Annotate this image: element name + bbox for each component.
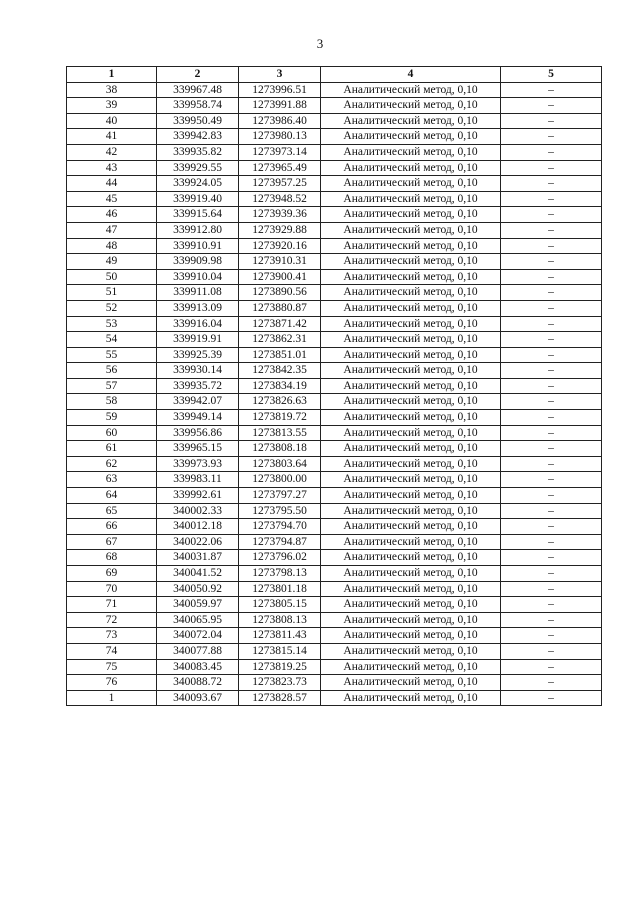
table-row <box>67 332 602 348</box>
point-number-cell: 55 <box>67 347 157 363</box>
y-coordinate-cell: 1273826.63 <box>239 394 321 410</box>
point-number-cell: 46 <box>67 207 157 223</box>
table-header-row <box>67 67 602 83</box>
x-coordinate-cell: 339915.64 <box>157 207 239 223</box>
table-row <box>67 363 602 379</box>
x-coordinate-cell: 339992.61 <box>157 488 239 504</box>
point-number-cell: 42 <box>67 144 157 160</box>
point-number-cell: 40 <box>67 113 157 129</box>
note-cell: – <box>501 378 602 394</box>
x-coordinate-cell: 340088.72 <box>157 675 239 691</box>
method-cell: Аналитический метод, 0,10 <box>321 550 501 566</box>
table-row <box>67 597 602 613</box>
note-cell: – <box>501 176 602 192</box>
table-row <box>67 628 602 644</box>
method-cell: Аналитический метод, 0,10 <box>321 269 501 285</box>
y-coordinate-cell: 1273834.19 <box>239 378 321 394</box>
method-cell: Аналитический метод, 0,10 <box>321 643 501 659</box>
note-cell: – <box>501 566 602 582</box>
table-row <box>67 612 602 628</box>
note-cell: – <box>501 425 602 441</box>
y-coordinate-cell: 1273910.31 <box>239 254 321 270</box>
point-number-cell: 47 <box>67 222 157 238</box>
y-coordinate-cell: 1273939.36 <box>239 207 321 223</box>
point-number-cell: 60 <box>67 425 157 441</box>
method-cell: Аналитический метод, 0,10 <box>321 394 501 410</box>
method-cell: Аналитический метод, 0,10 <box>321 488 501 504</box>
table-row <box>67 238 602 254</box>
method-cell: Аналитический метод, 0,10 <box>321 690 501 706</box>
method-cell: Аналитический метод, 0,10 <box>321 581 501 597</box>
note-cell: – <box>501 316 602 332</box>
x-coordinate-cell: 340093.67 <box>157 690 239 706</box>
y-coordinate-cell: 1273819.72 <box>239 410 321 426</box>
note-cell: – <box>501 456 602 472</box>
method-cell: Аналитический метод, 0,10 <box>321 222 501 238</box>
point-number-cell: 75 <box>67 659 157 675</box>
x-coordinate-cell: 339910.91 <box>157 238 239 254</box>
x-coordinate-cell: 339925.39 <box>157 347 239 363</box>
point-number-cell: 1 <box>67 690 157 706</box>
point-number-cell: 67 <box>67 534 157 550</box>
table-body <box>67 82 602 706</box>
x-coordinate-cell: 339935.82 <box>157 144 239 160</box>
x-coordinate-cell: 340083.45 <box>157 659 239 675</box>
table-row <box>67 534 602 550</box>
table-row <box>67 503 602 519</box>
y-coordinate-cell: 1273808.18 <box>239 441 321 457</box>
y-coordinate-cell: 1273871.42 <box>239 316 321 332</box>
y-coordinate-cell: 1273986.40 <box>239 113 321 129</box>
method-cell: Аналитический метод, 0,10 <box>321 207 501 223</box>
table-row <box>67 643 602 659</box>
point-number-cell: 62 <box>67 456 157 472</box>
method-cell: Аналитический метод, 0,10 <box>321 238 501 254</box>
table-row <box>67 581 602 597</box>
x-coordinate-cell: 339935.72 <box>157 378 239 394</box>
x-coordinate-cell: 340077.88 <box>157 643 239 659</box>
note-cell: – <box>501 332 602 348</box>
x-coordinate-cell: 339924.05 <box>157 176 239 192</box>
y-coordinate-cell: 1273842.35 <box>239 363 321 379</box>
point-number-cell: 63 <box>67 472 157 488</box>
column-header: 5 <box>501 67 602 83</box>
point-number-cell: 70 <box>67 581 157 597</box>
note-cell: – <box>501 628 602 644</box>
x-coordinate-cell: 340012.18 <box>157 519 239 535</box>
table-row <box>67 144 602 160</box>
table-row <box>67 176 602 192</box>
x-coordinate-cell: 340022.06 <box>157 534 239 550</box>
table-row <box>67 675 602 691</box>
x-coordinate-cell: 339958.74 <box>157 98 239 114</box>
y-coordinate-cell: 1273794.70 <box>239 519 321 535</box>
x-coordinate-cell: 339916.04 <box>157 316 239 332</box>
y-coordinate-cell: 1273948.52 <box>239 191 321 207</box>
note-cell: – <box>501 98 602 114</box>
table-row <box>67 285 602 301</box>
method-cell: Аналитический метод, 0,10 <box>321 300 501 316</box>
y-coordinate-cell: 1273813.55 <box>239 425 321 441</box>
point-number-cell: 39 <box>67 98 157 114</box>
method-cell: Аналитический метод, 0,10 <box>321 503 501 519</box>
table-row <box>67 347 602 363</box>
point-number-cell: 50 <box>67 269 157 285</box>
y-coordinate-cell: 1273929.88 <box>239 222 321 238</box>
y-coordinate-cell: 1273819.25 <box>239 659 321 675</box>
column-header: 4 <box>321 67 501 83</box>
note-cell: – <box>501 285 602 301</box>
note-cell: – <box>501 254 602 270</box>
table-row <box>67 160 602 176</box>
table-row <box>67 690 602 706</box>
point-number-cell: 71 <box>67 597 157 613</box>
method-cell: Аналитический метод, 0,10 <box>321 363 501 379</box>
note-cell: – <box>501 519 602 535</box>
y-coordinate-cell: 1273973.14 <box>239 144 321 160</box>
y-coordinate-cell: 1273920.16 <box>239 238 321 254</box>
method-cell: Аналитический метод, 0,10 <box>321 332 501 348</box>
method-cell: Аналитический метод, 0,10 <box>321 113 501 129</box>
x-coordinate-cell: 339983.11 <box>157 472 239 488</box>
method-cell: Аналитический метод, 0,10 <box>321 410 501 426</box>
point-number-cell: 68 <box>67 550 157 566</box>
x-coordinate-cell: 339919.40 <box>157 191 239 207</box>
method-cell: Аналитический метод, 0,10 <box>321 347 501 363</box>
y-coordinate-cell: 1273797.27 <box>239 488 321 504</box>
table-row <box>67 316 602 332</box>
y-coordinate-cell: 1273796.02 <box>239 550 321 566</box>
note-cell: – <box>501 363 602 379</box>
y-coordinate-cell: 1273890.56 <box>239 285 321 301</box>
note-cell: – <box>501 503 602 519</box>
table-row <box>67 394 602 410</box>
point-number-cell: 72 <box>67 612 157 628</box>
table-row <box>67 300 602 316</box>
y-coordinate-cell: 1273803.64 <box>239 456 321 472</box>
point-number-cell: 69 <box>67 566 157 582</box>
method-cell: Аналитический метод, 0,10 <box>321 254 501 270</box>
point-number-cell: 64 <box>67 488 157 504</box>
note-cell: – <box>501 659 602 675</box>
table-row <box>67 488 602 504</box>
point-number-cell: 45 <box>67 191 157 207</box>
note-cell: – <box>501 597 602 613</box>
note-cell: – <box>501 534 602 550</box>
note-cell: – <box>501 238 602 254</box>
method-cell: Аналитический метод, 0,10 <box>321 628 501 644</box>
x-coordinate-cell: 340031.87 <box>157 550 239 566</box>
column-header: 2 <box>157 67 239 83</box>
x-coordinate-cell: 339913.09 <box>157 300 239 316</box>
method-cell: Аналитический метод, 0,10 <box>321 472 501 488</box>
y-coordinate-cell: 1273991.88 <box>239 98 321 114</box>
table-row <box>67 550 602 566</box>
method-cell: Аналитический метод, 0,10 <box>321 597 501 613</box>
point-number-cell: 61 <box>67 441 157 457</box>
table-row <box>67 378 602 394</box>
x-coordinate-cell: 340041.52 <box>157 566 239 582</box>
x-coordinate-cell: 339965.15 <box>157 441 239 457</box>
note-cell: – <box>501 191 602 207</box>
x-coordinate-cell: 340050.92 <box>157 581 239 597</box>
table-row <box>67 425 602 441</box>
note-cell: – <box>501 144 602 160</box>
method-cell: Аналитический метод, 0,10 <box>321 456 501 472</box>
method-cell: Аналитический метод, 0,10 <box>321 441 501 457</box>
table-row <box>67 113 602 129</box>
point-number-cell: 53 <box>67 316 157 332</box>
point-number-cell: 51 <box>67 285 157 301</box>
note-cell: – <box>501 441 602 457</box>
y-coordinate-cell: 1273996.51 <box>239 82 321 98</box>
table-row <box>67 410 602 426</box>
point-number-cell: 54 <box>67 332 157 348</box>
note-cell: – <box>501 643 602 659</box>
method-cell: Аналитический метод, 0,10 <box>321 675 501 691</box>
note-cell: – <box>501 269 602 285</box>
method-cell: Аналитический метод, 0,10 <box>321 160 501 176</box>
note-cell: – <box>501 300 602 316</box>
table-row <box>67 441 602 457</box>
y-coordinate-cell: 1273957.25 <box>239 176 321 192</box>
table-row <box>67 519 602 535</box>
y-coordinate-cell: 1273800.00 <box>239 472 321 488</box>
note-cell: – <box>501 472 602 488</box>
x-coordinate-cell: 339930.14 <box>157 363 239 379</box>
method-cell: Аналитический метод, 0,10 <box>321 612 501 628</box>
point-number-cell: 66 <box>67 519 157 535</box>
table-row <box>67 129 602 145</box>
note-cell: – <box>501 410 602 426</box>
point-number-cell: 41 <box>67 129 157 145</box>
method-cell: Аналитический метод, 0,10 <box>321 82 501 98</box>
x-coordinate-cell: 339942.07 <box>157 394 239 410</box>
note-cell: – <box>501 394 602 410</box>
point-number-cell: 52 <box>67 300 157 316</box>
note-cell: – <box>501 347 602 363</box>
x-coordinate-cell: 339912.80 <box>157 222 239 238</box>
x-coordinate-cell: 340059.97 <box>157 597 239 613</box>
point-number-cell: 76 <box>67 675 157 691</box>
point-number-cell: 58 <box>67 394 157 410</box>
y-coordinate-cell: 1273815.14 <box>239 643 321 659</box>
table-row <box>67 207 602 223</box>
point-number-cell: 43 <box>67 160 157 176</box>
table-row <box>67 98 602 114</box>
y-coordinate-cell: 1273862.31 <box>239 332 321 348</box>
note-cell: – <box>501 207 602 223</box>
note-cell: – <box>501 550 602 566</box>
y-coordinate-cell: 1273900.41 <box>239 269 321 285</box>
point-number-cell: 44 <box>67 176 157 192</box>
y-coordinate-cell: 1273980.13 <box>239 129 321 145</box>
method-cell: Аналитический метод, 0,10 <box>321 519 501 535</box>
y-coordinate-cell: 1273965.49 <box>239 160 321 176</box>
x-coordinate-cell: 340072.04 <box>157 628 239 644</box>
x-coordinate-cell: 339942.83 <box>157 129 239 145</box>
point-number-cell: 57 <box>67 378 157 394</box>
table-row <box>67 222 602 238</box>
x-coordinate-cell: 339973.93 <box>157 456 239 472</box>
note-cell: – <box>501 488 602 504</box>
method-cell: Аналитический метод, 0,10 <box>321 285 501 301</box>
y-coordinate-cell: 1273805.15 <box>239 597 321 613</box>
table-row <box>67 566 602 582</box>
x-coordinate-cell: 339919.91 <box>157 332 239 348</box>
table-row <box>67 254 602 270</box>
x-coordinate-cell: 339950.49 <box>157 113 239 129</box>
note-cell: – <box>501 612 602 628</box>
point-number-cell: 56 <box>67 363 157 379</box>
y-coordinate-cell: 1273811.43 <box>239 628 321 644</box>
note-cell: – <box>501 82 602 98</box>
method-cell: Аналитический метод, 0,10 <box>321 425 501 441</box>
note-cell: – <box>501 129 602 145</box>
method-cell: Аналитический метод, 0,10 <box>321 316 501 332</box>
note-cell: – <box>501 675 602 691</box>
x-coordinate-cell: 339911.08 <box>157 285 239 301</box>
note-cell: – <box>501 690 602 706</box>
x-coordinate-cell: 339967.48 <box>157 82 239 98</box>
point-number-cell: 59 <box>67 410 157 426</box>
note-cell: – <box>501 222 602 238</box>
x-coordinate-cell: 339910.04 <box>157 269 239 285</box>
y-coordinate-cell: 1273880.87 <box>239 300 321 316</box>
page-number: 3 <box>316 36 324 51</box>
note-cell: – <box>501 581 602 597</box>
table-row <box>67 269 602 285</box>
method-cell: Аналитический метод, 0,10 <box>321 659 501 675</box>
method-cell: Аналитический метод, 0,10 <box>321 98 501 114</box>
point-number-cell: 74 <box>67 643 157 659</box>
x-coordinate-cell: 339929.55 <box>157 160 239 176</box>
method-cell: Аналитический метод, 0,10 <box>321 191 501 207</box>
y-coordinate-cell: 1273801.18 <box>239 581 321 597</box>
point-number-cell: 73 <box>67 628 157 644</box>
x-coordinate-cell: 339909.98 <box>157 254 239 270</box>
note-cell: – <box>501 113 602 129</box>
x-coordinate-cell: 339956.86 <box>157 425 239 441</box>
y-coordinate-cell: 1273823.73 <box>239 675 321 691</box>
y-coordinate-cell: 1273828.57 <box>239 690 321 706</box>
table-row <box>67 82 602 98</box>
coordinates-table <box>66 66 602 706</box>
method-cell: Аналитический метод, 0,10 <box>321 566 501 582</box>
column-header: 3 <box>239 67 321 83</box>
method-cell: Аналитический метод, 0,10 <box>321 176 501 192</box>
y-coordinate-cell: 1273851.01 <box>239 347 321 363</box>
y-coordinate-cell: 1273795.50 <box>239 503 321 519</box>
table-row <box>67 456 602 472</box>
method-cell: Аналитический метод, 0,10 <box>321 534 501 550</box>
x-coordinate-cell: 339949.14 <box>157 410 239 426</box>
x-coordinate-cell: 340002.33 <box>157 503 239 519</box>
x-coordinate-cell: 340065.95 <box>157 612 239 628</box>
point-number-cell: 65 <box>67 503 157 519</box>
table-row <box>67 472 602 488</box>
method-cell: Аналитический метод, 0,10 <box>321 144 501 160</box>
column-header: 1 <box>67 67 157 83</box>
point-number-cell: 49 <box>67 254 157 270</box>
method-cell: Аналитический метод, 0,10 <box>321 378 501 394</box>
y-coordinate-cell: 1273798.13 <box>239 566 321 582</box>
y-coordinate-cell: 1273808.13 <box>239 612 321 628</box>
note-cell: – <box>501 160 602 176</box>
table-row <box>67 191 602 207</box>
point-number-cell: 48 <box>67 238 157 254</box>
y-coordinate-cell: 1273794.87 <box>239 534 321 550</box>
method-cell: Аналитический метод, 0,10 <box>321 129 501 145</box>
table-row <box>67 659 602 675</box>
point-number-cell: 38 <box>67 82 157 98</box>
